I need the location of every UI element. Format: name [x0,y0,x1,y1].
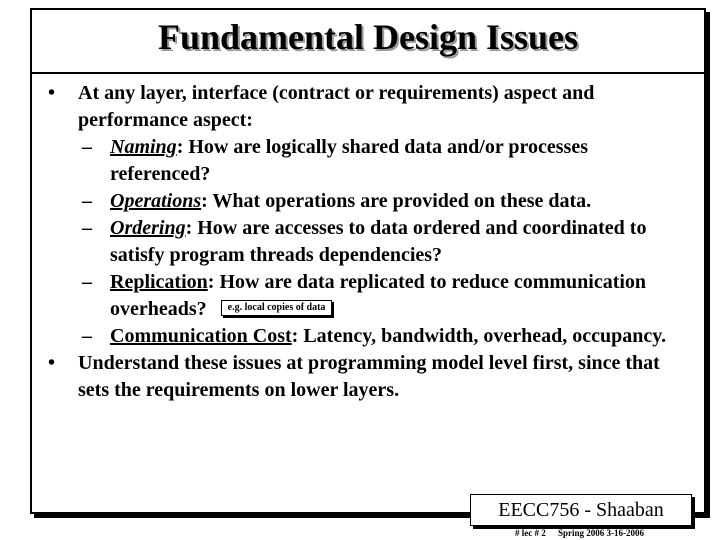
footer-term: Spring 2006 3-16-2006 [558,528,645,538]
sub-item-ordering [32,215,704,269]
slide-frame [30,8,706,514]
slide-content [32,80,704,404]
dash-icon: – [82,271,92,293]
sub-item-operations [32,188,704,215]
slide-title: Fundamental Design Issues [157,17,579,57]
sub-text: : How are data replicated to reduce communication overheads? [110,271,647,320]
sub-item-communication-cost [32,323,704,350]
footer-lecture: # lec # 2 [515,528,546,538]
sub-text: : How are accesses to data ordered and coordinated to satisfy program threads dependencies? [110,217,647,266]
bullet-item [32,80,704,134]
sub-text: : Latency, bandwidth, overhead, occupancy. [291,325,667,347]
sub-item-replication [32,269,704,323]
sub-item-naming [32,134,704,188]
dash-icon: – [82,325,92,347]
dash-icon: – [82,190,92,212]
dash-icon: – [82,217,92,239]
term-communication-cost: Communication Cost [110,325,292,347]
sub-text: : How are logically shared data and/or processes referenced? [110,136,588,185]
bullet-text: Understand these issues at programming model level first, since that sets the requirements on lower layers. [78,352,660,401]
sub-text: : What operations are provided on these data. [201,190,592,212]
dash-icon: – [82,136,92,158]
term-operations: Operations [110,190,202,212]
term-naming: Naming [110,136,177,158]
bullet-icon: • [48,352,56,374]
term-ordering: Ordering [110,217,186,239]
footer-meta [515,528,654,538]
bullet-icon: • [48,82,56,104]
note-box: e.g. local copies of data [221,300,333,316]
term-replication: Replication [110,271,208,293]
bullet-text: At any layer, interface (contract or requirements) aspect and performance aspect: [78,82,595,131]
bullet-item [32,350,704,404]
title-divider [32,72,704,74]
footer-course-badge: EECC756 - Shaaban [470,494,692,526]
